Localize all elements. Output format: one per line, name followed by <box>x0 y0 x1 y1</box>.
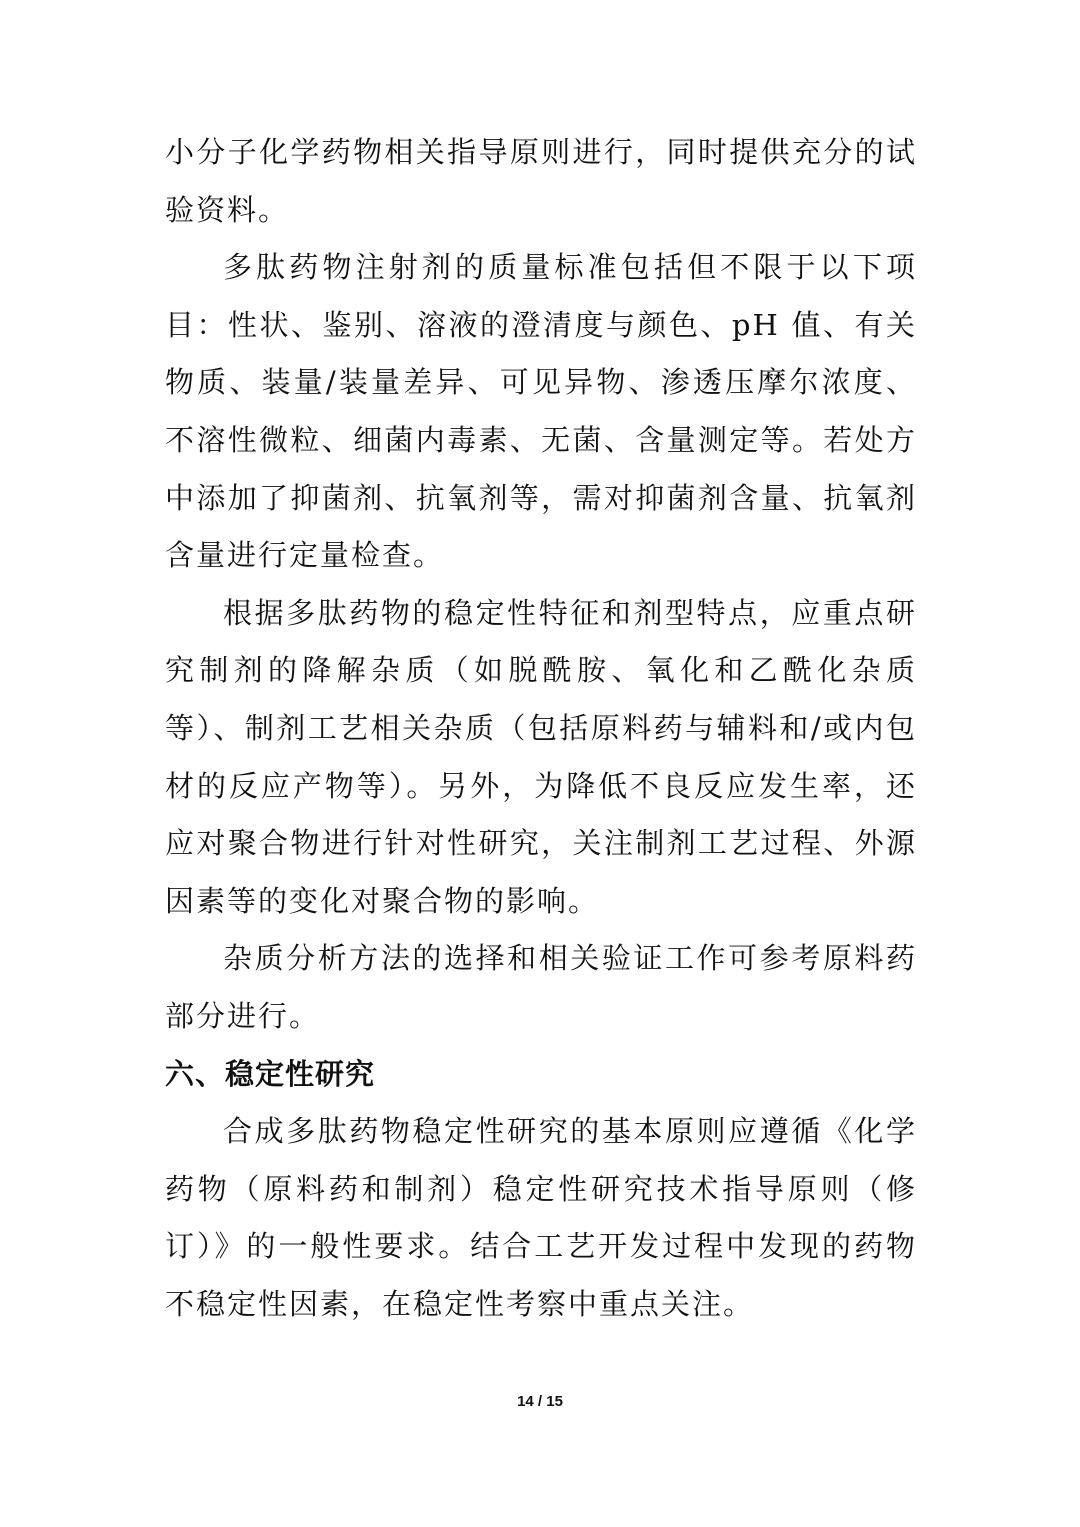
section-heading-stability: 六、稳定性研究 <box>165 1056 376 1091</box>
paragraph-stability-principles: 合成多肽药物稳定性研究的基本原则应遵循《化学药物（原料药和制剂）稳定性研究技术指导原则（修订）》的一般性要求。结合工艺开发过程中发现的药物不稳定性因素，在稳定性考察中重点关注。 <box>165 1114 917 1321</box>
paragraph-continuation: 小分子化学药物相关指导原则进行，同时提供充分的试验资料。 <box>165 135 917 227</box>
document-body <box>165 124 917 1333</box>
page-number: 14 / 15 <box>517 1393 563 1410</box>
paragraph-analytical-methods: 杂质分析方法的选择和相关验证工作可参考原料药部分进行。 <box>165 941 917 1033</box>
paragraph-impurity-research: 根据多肽药物的稳定性特征和剂型特点，应重点研究制剂的降解杂质（如脱酰胺、氧化和乙酰化杂质等）、制剂工艺相关杂质（包括原料药与辅料和/或内包材的反应产物等）。另外，为降低不良反应发生率，还应对聚合物进行针对性研究，关注制剂工艺过程、外源因素等的变化对聚合物的影响。 <box>165 595 917 918</box>
paragraph-quality-standards: 多肽药物注射剂的质量标准包括但不限于以下项目：性状、鉴别、溶液的澄清度与颜色、pH 值、有关物质、装量/装量差异、可见异物、渗透压摩尔浓度、不溶性微粒、细菌内毒素、无菌、含量测定等。若处方中添加了抑菌剂、抗氧剂等，需对抑菌剂含量、抗氧剂含量进行定量检查。 <box>165 250 917 573</box>
